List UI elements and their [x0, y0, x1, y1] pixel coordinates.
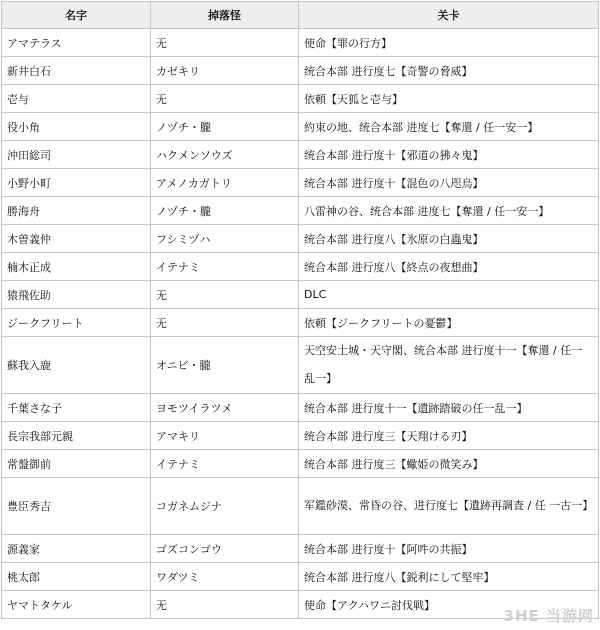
cell-drop: 无: [151, 29, 299, 57]
cell-name: 蘇我入鹿: [2, 337, 151, 394]
cell-drop: 无: [151, 309, 299, 337]
cell-stage: 统合本部 进行度十一【遺跡踏破の任一乱一】: [299, 394, 599, 422]
table-row: [2, 478, 599, 535]
cell-stage: 依頼【天狐と壱与】: [299, 85, 599, 113]
cell-name: 木曽義仲: [2, 225, 151, 253]
cell-drop: ゴズコンゴウ: [151, 535, 299, 563]
cell-stage: 统合本部 进行度十【阿吽の共振】: [299, 535, 599, 563]
cell-name: 小野小町: [2, 169, 151, 197]
cell-name: 豊臣秀吉: [2, 478, 151, 535]
cell-stage: 统合本部 进行度八【氷原の白蟲鬼】: [299, 225, 599, 253]
cell-drop: 无: [151, 281, 299, 309]
cell-stage: 使命【罪の行方】: [299, 29, 599, 57]
cell-drop: ワダツミ: [151, 563, 299, 591]
cell-name: アマテラス: [2, 29, 151, 57]
table-row: [2, 113, 599, 141]
cell-stage: 统合本部 进行度十【邪道の狒々鬼】: [299, 141, 599, 169]
cell-name: 沖田総司: [2, 141, 151, 169]
cell-stage: 统合本部 进行度八【終点の夜想曲】: [299, 253, 599, 281]
cell-stage: 统合本部 进行度三【蠍姫の微笑み】: [299, 450, 599, 478]
cell-name: 長宗我部元親: [2, 422, 151, 450]
character-drop-table: [1, 1, 599, 619]
cell-drop: イテナミ: [151, 450, 299, 478]
cell-stage: 八雷神の谷、统合本部 进度七【奪還 / 任一安一】: [299, 197, 599, 225]
table-row: [2, 253, 599, 281]
cell-drop: イテナミ: [151, 253, 299, 281]
cell-stage: 统合本部 进行度七【奇警の脅威】: [299, 57, 599, 85]
table-row: [2, 197, 599, 225]
table-row: [2, 394, 599, 422]
table-row: [2, 535, 599, 563]
table-row: [2, 422, 599, 450]
cell-stage: 统合本部 进行度八【鋭利にして堅牢】: [299, 563, 599, 591]
cell-drop: 无: [151, 591, 299, 619]
cell-name: 楠木正成: [2, 253, 151, 281]
cell-drop: ヨモツイラツメ: [151, 394, 299, 422]
cell-stage: 统合本部 进行度三【天翔ける刃】: [299, 422, 599, 450]
table-row: [2, 337, 599, 394]
cell-drop: ハクメンソウズ: [151, 141, 299, 169]
table-row: [2, 29, 599, 57]
site-watermark: 3HE 当游网: [503, 607, 594, 625]
cell-name: 壱与: [2, 85, 151, 113]
table-row: [2, 309, 599, 337]
cell-name: 役小角: [2, 113, 151, 141]
table-row: [2, 169, 599, 197]
cell-name: 常盤御前: [2, 450, 151, 478]
cell-stage: 天空安土城・天守閣、统合本部 进行度十一【奪還 / 任一乱一】: [299, 337, 599, 394]
cell-stage: 約束の地、统合本部 进度七【奪還 / 任一安一】: [299, 113, 599, 141]
cell-name: ヤマトタケル: [2, 591, 151, 619]
cell-drop: アマキリ: [151, 422, 299, 450]
cell-stage: 军鑑砂漠、常昏の谷、进行度七【遺跡再調査 / 任 一古一】: [299, 478, 599, 535]
cell-name: 桃太郎: [2, 563, 151, 591]
cell-drop: コガネムジナ: [151, 478, 299, 535]
header-name: 名字: [2, 2, 151, 29]
cell-drop: アメノカガトリ: [151, 169, 299, 197]
cell-drop: ノヅチ・朧: [151, 197, 299, 225]
cell-drop: ノヅチ・朧: [151, 113, 299, 141]
table-row: [2, 450, 599, 478]
cell-drop: 无: [151, 85, 299, 113]
cell-stage: 统合本部 进行度十【混色の八咫烏】: [299, 169, 599, 197]
cell-drop: カゼキリ: [151, 57, 299, 85]
table-row: [2, 281, 599, 309]
cell-name: 千葉さな子: [2, 394, 151, 422]
cell-name: 源義家: [2, 535, 151, 563]
cell-stage: 依頼【ジークフリートの憂鬱】: [299, 309, 599, 337]
cell-name: ジークフリート: [2, 309, 151, 337]
table-row: [2, 563, 599, 591]
table-header-row: [2, 2, 599, 29]
header-drop: 掉落怪: [151, 2, 299, 29]
table-row: [2, 57, 599, 85]
header-stage: 关卡: [299, 2, 599, 29]
table-row: [2, 141, 599, 169]
cell-drop: フシミヅハ: [151, 225, 299, 253]
cell-name: 新井白石: [2, 57, 151, 85]
cell-stage: 使命【アクハワニ討伐戦】: [299, 591, 599, 619]
cell-name: 猿飛佐助: [2, 281, 151, 309]
table-row: [2, 225, 599, 253]
table-row: [2, 85, 599, 113]
cell-name: 勝海舟: [2, 197, 151, 225]
cell-stage: DLC: [299, 281, 599, 309]
cell-drop: オニビ・朧: [151, 337, 299, 394]
